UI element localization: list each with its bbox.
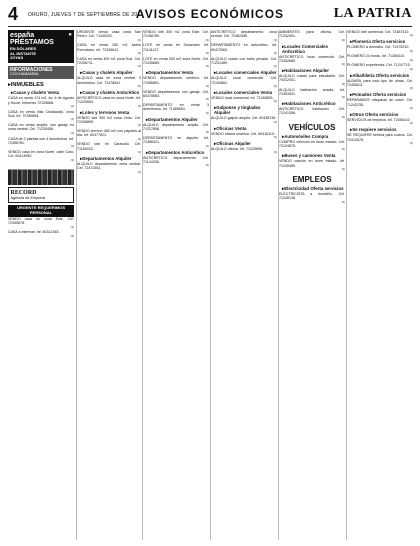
column-1: [8, 30, 74, 540]
city-skyline-image: [8, 163, 74, 185]
subsection-oficinas-venta: ▸ Oficinas Venta: [214, 126, 277, 131]
info-advertisement: [8, 66, 74, 79]
classified-ad: ALQUILO cuarto con baño privado. Cel. 71231489. (3): [211, 56, 277, 69]
subsection-otros: ▸ Otros Oferta servicios: [350, 112, 413, 117]
classified-ad: VENDO terreno 450 m2 con papeles al día. Inf. 60477821. (3): [77, 128, 141, 141]
subsection-casas-alquiler: ▸ Casas y chalets Alquiler: [80, 70, 141, 75]
subsection-locales-venta: ▸ Locales comerciales Venta: [214, 90, 277, 95]
ad-brand: españa: [10, 32, 35, 39]
record-title: RECORD: [10, 189, 37, 196]
subsection-casas-anticretico: ▸ Casas y chalets Anticrético: [80, 90, 141, 95]
classified-ad: ANTICRÉTICO departamento zona central. Cel. 72462456. (3): [211, 30, 277, 42]
classified-ad: ANTICRÉTICO casa en zona Norte. Inf. 71220654. (3): [77, 95, 141, 108]
classified-ad: VENDO lote en Caracollo. Cel. 71150022. (3): [77, 142, 141, 154]
classified-ad: ALQUILO oficina. Inf. 71225896. (3): [211, 146, 277, 155]
subsection-buses-venta: ▸ Buses y camiones Venta: [282, 153, 345, 158]
classified-ad: VENDO oficina céntrica. Cel. 60416110. (3): [211, 131, 277, 139]
classified-ad: REPARAMOS máquinas de coser. Cel. 71242235. (3): [347, 98, 413, 110]
ad-subline-3: JOYAS: [10, 55, 24, 61]
subsection-casas-venta: ▸ Casas y chalets Venta: [11, 90, 74, 95]
classified-ad: PLOMERO experiencia. Cel. 71247710. (3): [347, 63, 413, 71]
column-2: [76, 30, 141, 540]
classified-ad: VENDO local comercial. Inf. 71245893. (3): [211, 95, 277, 104]
classified-ad: ALQUILO departamento amplio. Cel. 71227856. (3): [143, 122, 209, 135]
subsection-departamentos-venta: ▸ Departamentos Venta: [146, 70, 209, 75]
classified-ad: AMBIENTES para oficina. Cel. 71242451. (3): [279, 30, 345, 42]
classified-ad: URGENTE vendo casa zona San Pedro. Cel. 71440202. (3): [77, 30, 141, 42]
classified-ad: VENDO casa en zona Este, Cel. 72345678. (3): [8, 216, 74, 229]
subsection-galpones-alquiler: ▸ Galpones y tinglados Alquiler: [214, 105, 277, 115]
subsection-locales-alquiler: ▸ Locales comerciales Alquiler: [214, 70, 277, 75]
column-3: [142, 30, 209, 540]
subsection-electricidad: ▸ Electricidad Oferta servicios: [282, 186, 345, 191]
record-text: Agencia de Empleos: [10, 195, 46, 200]
info-text: COCHABAMBA: [10, 71, 39, 77]
column-6: [346, 30, 413, 540]
classified-ad: ALQUILO galpón amplio. Cel. 60438745. (3): [211, 116, 277, 124]
classified-ad: ELECTRICISTA a domicilio. Cel. 71245136. (3): [279, 191, 345, 204]
classified-ad: VENDO lote 300 m2 zona Vinto. Cel. 72436899. (3): [77, 115, 141, 128]
classified-ad: ALQUILO habitación amplia. Inf. 72453001. (3): [279, 87, 345, 100]
classified-ad: DEPARTAMENTO en anticrético. Inf. 60472563. (3): [211, 43, 277, 55]
subsection-habitaciones-alquiler: ▸ Habitaciones Alquiler: [282, 68, 345, 73]
classified-ad: PLOMERO a domicilio. Cel. 72475210. (3): [347, 45, 413, 53]
columns: [8, 30, 412, 540]
subsection-automoviles-compra: ▸ Automóviles Compra: [282, 134, 345, 139]
subsection-habitaciones-anticretico: ▸ Habitaciones Anticrético: [282, 101, 345, 106]
ad-headline: PRÉSTAMOS: [10, 39, 54, 46]
classified-ad: ANTICRÉTICO local comercial. Cel. 72452689. (3): [279, 54, 345, 67]
section-empleos: EMPLEOS: [292, 174, 332, 184]
classified-ad: ANTICRÉTICO habitación. Cel. 71241356. (3): [279, 107, 345, 119]
classified-ad: DEPARTAMENTO en alquiler. Inf. 72486321. (3): [143, 136, 209, 148]
classified-ad: CASA en venta amplia, con garaje en zona central. Cel. 71230456. (3): [8, 123, 74, 135]
loan-advertisement: [8, 30, 74, 63]
ad-subline: EN DÓLARES: [10, 46, 37, 51]
page-header: [8, 6, 412, 27]
classified-ad: CASA en venta 250 m2 barrio Ferroviario. Inf. 72345612. (3): [77, 43, 141, 55]
classified-ad: CASA en venta 174 m2. Av. 6 de Agosto y Sucre. Informes 72125666. (3): [8, 96, 74, 108]
classified-ad: LOTE en venta 200 m2 zona Norte. Cel. 71245689. (3): [143, 56, 209, 69]
section-inmuebles: ▸ INMUEBLES: [8, 82, 74, 88]
record-agency-ad: [8, 187, 74, 202]
classified-ad: VENDO departamento con garaje. Cel. 60478563. (3): [143, 89, 209, 102]
classified-ad: DEPARTAMENTO en venta 3 dormitorios. Inf. 71489654. (3): [143, 103, 209, 115]
classified-ad: ANTICRÉTICO departamento. Cel. 71144336. (3): [143, 155, 209, 168]
subsection-peinados: ▸ Peinados Oferta servicios: [350, 92, 413, 97]
page-date: ORURO, JUEVES 7 DE SEPTIEMBRE DE 2017: [28, 12, 144, 18]
flag-icon: ⚑: [68, 32, 72, 38]
classified-ad: CASA en venta 300 m2 zona Sud. Cel. 72256711. (3): [77, 56, 141, 69]
classified-ad: CASA en venta Villa Challacollo, zona Sud. Inf. 70789654. (3): [8, 109, 74, 122]
section-vehiculos: VEHÍCULOS: [288, 122, 336, 132]
classified-ad: SE REQUIERE señora para cocina. Cel. 72412678. (3): [347, 133, 413, 145]
classified-ad: LOTE en venta en Socamani. Inf. 71141127. (3): [143, 43, 209, 55]
subsection-lotes-venta: ▸ Lotes y terrenos Venta: [80, 110, 141, 115]
subsection-departamentos-alquiler: ▸ Departamentos Alquiler: [80, 156, 141, 161]
column-5: [278, 30, 345, 540]
subsection-plomeria: ▸ Plomería Oferta servicios: [350, 39, 413, 44]
ad-subline-2: AL INSTANTE: [10, 50, 37, 56]
classified-ad: ALBAÑIL para todo tipo de obras. Cel. 72455011. (3): [347, 78, 413, 91]
subsection-locales-anticretico: ▸ Locales Comerciales Anticrético: [282, 44, 345, 54]
classified-ad: VENDO camión en buen estado. Inf. 71245489. (3): [279, 159, 345, 171]
urgent-banner: URGENTE REQUERIMOS PERSONAL: [8, 205, 74, 217]
newspaper-logo: LA PATRIA: [333, 6, 412, 21]
classified-ad: ALQUILO cuarto para estudiante. Cel. 70412001. (3): [279, 74, 345, 86]
info-title: INFORMACIONES: [10, 66, 53, 73]
subsection-albanileria: ▸ Albañilería Oferta servicios: [350, 73, 413, 78]
subsection-oficinas-alquiler: ▸ Oficinas Alquiler: [214, 141, 277, 146]
column-4: [210, 30, 277, 540]
subsection-departamentos-anticretico: ▸ Departamentos Anticrético: [146, 150, 209, 155]
subsection-se-requiere: ▸ Se requiere servicios: [350, 127, 413, 132]
classified-ad: ALQUILO departamento zona central. Cel. 72472551. (3): [77, 161, 141, 174]
page-number: 4: [8, 4, 19, 24]
subsection-departamentos-alquiler-2: ▸ Departamentos Alquiler: [146, 117, 209, 122]
classified-ad: PLOMERO 24 horas. Inf. 71265410. (3): [347, 54, 413, 62]
classified-ad: ALQUILO casa en zona central, 3 dormitorios. Cel. 72478541. (3): [77, 76, 141, 88]
classified-ad: CASA a estrenar. Inf. 60312345. (3): [8, 230, 74, 238]
classified-ad: VENDO lote 300 m2 zona Este. Cel. 72156789. (3): [143, 30, 209, 42]
classified-ad: SERVICIOS de limpieza. Inf. 72456102. (3): [347, 117, 413, 126]
section-title: AVISOS ECONÓMICOS: [135, 7, 285, 21]
classified-ad: COMPRO vehículo en buen estado. Cel. 72124875. (3): [279, 139, 345, 152]
classified-ad: VENDO casa en zona Norte, calle Caro. Cel. 60414550. (3): [8, 149, 74, 162]
classified-ad: VENDO departamento céntrico. Inf. 72456891. (3): [143, 76, 209, 88]
classified-ad: ALQUILO local comercial. Cel. 72154862. (3): [211, 76, 277, 88]
classified-ad: CASA de 2 plantas con 4 dormitorios. Inf. 72456781. (3): [8, 136, 74, 149]
classified-ad: VENDO lote comercial. Cel. 72487410. (3): [347, 30, 413, 38]
